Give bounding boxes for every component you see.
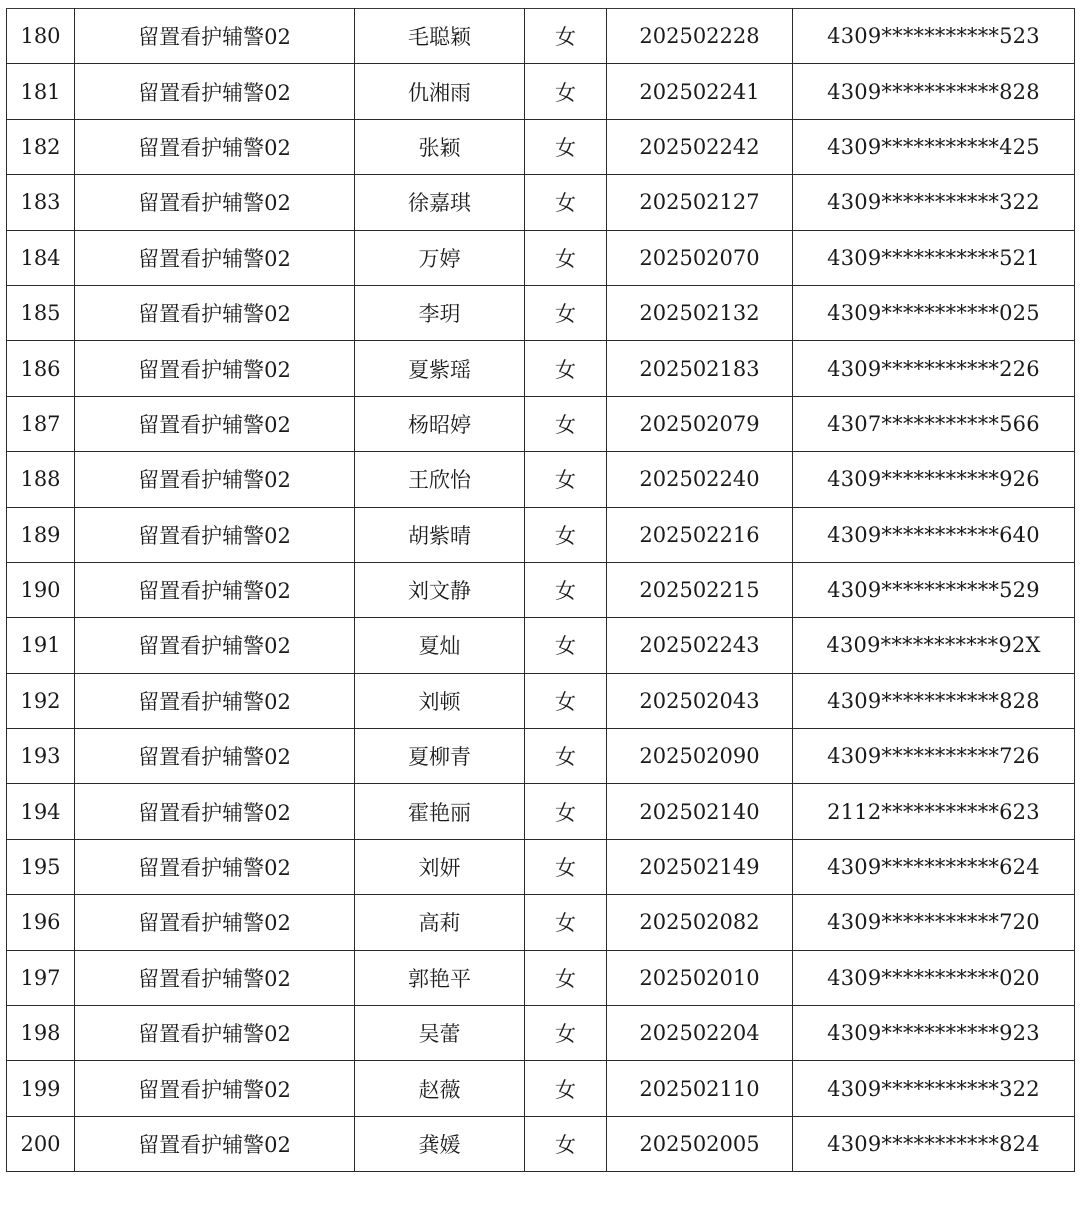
exam-number-cell: 202502241 — [607, 64, 793, 119]
id-number-cell: 4309***********926 — [793, 452, 1075, 507]
name-cell: 刘文静 — [355, 562, 525, 617]
serial-number-cell: 193 — [7, 729, 75, 784]
gender-cell: 女 — [525, 1006, 607, 1061]
table-row — [7, 341, 1075, 396]
gender-cell: 女 — [525, 9, 607, 64]
position-cell: 留置看护辅警02 — [75, 507, 355, 562]
id-number-cell: 4309***********624 — [793, 839, 1075, 894]
id-number-cell: 4309***********726 — [793, 729, 1075, 784]
exam-number-cell: 202502010 — [607, 950, 793, 1005]
table-row — [7, 285, 1075, 340]
position-cell: 留置看护辅警02 — [75, 1061, 355, 1116]
table-row — [7, 1006, 1075, 1061]
table-row — [7, 562, 1075, 617]
id-number-cell: 2112***********623 — [793, 784, 1075, 839]
exam-number-cell: 202502127 — [607, 175, 793, 230]
candidate-list-body — [7, 9, 1075, 1172]
position-cell: 留置看护辅警02 — [75, 895, 355, 950]
name-cell: 胡紫晴 — [355, 507, 525, 562]
serial-number-cell: 181 — [7, 64, 75, 119]
exam-number-cell: 202502005 — [607, 1116, 793, 1171]
exam-number-cell: 202502149 — [607, 839, 793, 894]
serial-number-cell: 190 — [7, 562, 75, 617]
position-cell: 留置看护辅警02 — [75, 618, 355, 673]
id-number-cell: 4309***********025 — [793, 285, 1075, 340]
id-number-cell: 4309***********226 — [793, 341, 1075, 396]
name-cell: 万婷 — [355, 230, 525, 285]
position-cell: 留置看护辅警02 — [75, 175, 355, 230]
table-row — [7, 230, 1075, 285]
position-cell: 留置看护辅警02 — [75, 1116, 355, 1171]
exam-number-cell: 202502216 — [607, 507, 793, 562]
id-number-cell: 4309***********923 — [793, 1006, 1075, 1061]
id-number-cell: 4309***********92X — [793, 618, 1075, 673]
id-number-cell: 4309***********824 — [793, 1116, 1075, 1171]
position-cell: 留置看护辅警02 — [75, 285, 355, 340]
name-cell: 高莉 — [355, 895, 525, 950]
serial-number-cell: 188 — [7, 452, 75, 507]
exam-number-cell: 202502082 — [607, 895, 793, 950]
id-number-cell: 4309***********521 — [793, 230, 1075, 285]
gender-cell: 女 — [525, 230, 607, 285]
position-cell: 留置看护辅警02 — [75, 1006, 355, 1061]
position-cell: 留置看护辅警02 — [75, 64, 355, 119]
gender-cell: 女 — [525, 285, 607, 340]
serial-number-cell: 184 — [7, 230, 75, 285]
table-row — [7, 895, 1075, 950]
name-cell: 刘妍 — [355, 839, 525, 894]
table-row — [7, 839, 1075, 894]
table-row — [7, 9, 1075, 64]
gender-cell: 女 — [525, 729, 607, 784]
serial-number-cell: 195 — [7, 839, 75, 894]
serial-number-cell: 200 — [7, 1116, 75, 1171]
exam-number-cell: 202502242 — [607, 119, 793, 174]
position-cell: 留置看护辅警02 — [75, 562, 355, 617]
position-cell: 留置看护辅警02 — [75, 950, 355, 1005]
exam-number-cell: 202502228 — [607, 9, 793, 64]
exam-number-cell: 202502070 — [607, 230, 793, 285]
serial-number-cell: 182 — [7, 119, 75, 174]
table-row — [7, 729, 1075, 784]
gender-cell: 女 — [525, 673, 607, 728]
id-number-cell: 4309***********322 — [793, 1061, 1075, 1116]
gender-cell: 女 — [525, 341, 607, 396]
serial-number-cell: 191 — [7, 618, 75, 673]
serial-number-cell: 189 — [7, 507, 75, 562]
name-cell: 杨昭婷 — [355, 396, 525, 451]
table-row — [7, 64, 1075, 119]
exam-number-cell: 202502132 — [607, 285, 793, 340]
id-number-cell: 4309***********529 — [793, 562, 1075, 617]
gender-cell: 女 — [525, 562, 607, 617]
gender-cell: 女 — [525, 950, 607, 1005]
serial-number-cell: 196 — [7, 895, 75, 950]
exam-number-cell: 202502243 — [607, 618, 793, 673]
name-cell: 霍艳丽 — [355, 784, 525, 839]
candidate-list-table — [6, 8, 1075, 1172]
id-number-cell: 4307***********566 — [793, 396, 1075, 451]
name-cell: 刘顿 — [355, 673, 525, 728]
table-row — [7, 452, 1075, 507]
name-cell: 吴蕾 — [355, 1006, 525, 1061]
name-cell: 张颖 — [355, 119, 525, 174]
gender-cell: 女 — [525, 1116, 607, 1171]
table-row — [7, 1116, 1075, 1171]
gender-cell: 女 — [525, 618, 607, 673]
position-cell: 留置看护辅警02 — [75, 119, 355, 174]
gender-cell: 女 — [525, 119, 607, 174]
position-cell: 留置看护辅警02 — [75, 9, 355, 64]
name-cell: 夏灿 — [355, 618, 525, 673]
id-number-cell: 4309***********828 — [793, 673, 1075, 728]
id-number-cell: 4309***********322 — [793, 175, 1075, 230]
serial-number-cell: 187 — [7, 396, 75, 451]
gender-cell: 女 — [525, 452, 607, 507]
name-cell: 李玥 — [355, 285, 525, 340]
table-row — [7, 1061, 1075, 1116]
name-cell: 王欣怡 — [355, 452, 525, 507]
table-row — [7, 618, 1075, 673]
serial-number-cell: 197 — [7, 950, 75, 1005]
exam-number-cell: 202502110 — [607, 1061, 793, 1116]
gender-cell: 女 — [525, 784, 607, 839]
exam-number-cell: 202502240 — [607, 452, 793, 507]
position-cell: 留置看护辅警02 — [75, 452, 355, 507]
position-cell: 留置看护辅警02 — [75, 396, 355, 451]
gender-cell: 女 — [525, 507, 607, 562]
position-cell: 留置看护辅警02 — [75, 839, 355, 894]
serial-number-cell: 186 — [7, 341, 75, 396]
table-row — [7, 673, 1075, 728]
id-number-cell: 4309***********425 — [793, 119, 1075, 174]
gender-cell: 女 — [525, 895, 607, 950]
serial-number-cell: 185 — [7, 285, 75, 340]
table-row — [7, 396, 1075, 451]
name-cell: 毛聪颖 — [355, 9, 525, 64]
serial-number-cell: 180 — [7, 9, 75, 64]
name-cell: 夏柳青 — [355, 729, 525, 784]
id-number-cell: 4309***********020 — [793, 950, 1075, 1005]
name-cell: 郭艳平 — [355, 950, 525, 1005]
gender-cell: 女 — [525, 64, 607, 119]
gender-cell: 女 — [525, 396, 607, 451]
exam-number-cell: 202502079 — [607, 396, 793, 451]
serial-number-cell: 192 — [7, 673, 75, 728]
id-number-cell: 4309***********640 — [793, 507, 1075, 562]
name-cell: 夏紫瑶 — [355, 341, 525, 396]
serial-number-cell: 194 — [7, 784, 75, 839]
name-cell: 龚媛 — [355, 1116, 525, 1171]
table-row — [7, 784, 1075, 839]
position-cell: 留置看护辅警02 — [75, 673, 355, 728]
name-cell: 徐嘉琪 — [355, 175, 525, 230]
serial-number-cell: 183 — [7, 175, 75, 230]
serial-number-cell: 198 — [7, 1006, 75, 1061]
position-cell: 留置看护辅警02 — [75, 729, 355, 784]
exam-number-cell: 202502043 — [607, 673, 793, 728]
serial-number-cell: 199 — [7, 1061, 75, 1116]
exam-number-cell: 202502140 — [607, 784, 793, 839]
table-row — [7, 175, 1075, 230]
name-cell: 赵薇 — [355, 1061, 525, 1116]
gender-cell: 女 — [525, 1061, 607, 1116]
name-cell: 仇湘雨 — [355, 64, 525, 119]
gender-cell: 女 — [525, 839, 607, 894]
id-number-cell: 4309***********720 — [793, 895, 1075, 950]
id-number-cell: 4309***********828 — [793, 64, 1075, 119]
position-cell: 留置看护辅警02 — [75, 784, 355, 839]
gender-cell: 女 — [525, 175, 607, 230]
exam-number-cell: 202502090 — [607, 729, 793, 784]
exam-number-cell: 202502215 — [607, 562, 793, 617]
position-cell: 留置看护辅警02 — [75, 341, 355, 396]
id-number-cell: 4309***********523 — [793, 9, 1075, 64]
table-row — [7, 507, 1075, 562]
table-row — [7, 119, 1075, 174]
table-row — [7, 950, 1075, 1005]
exam-number-cell: 202502204 — [607, 1006, 793, 1061]
position-cell: 留置看护辅警02 — [75, 230, 355, 285]
exam-number-cell: 202502183 — [607, 341, 793, 396]
